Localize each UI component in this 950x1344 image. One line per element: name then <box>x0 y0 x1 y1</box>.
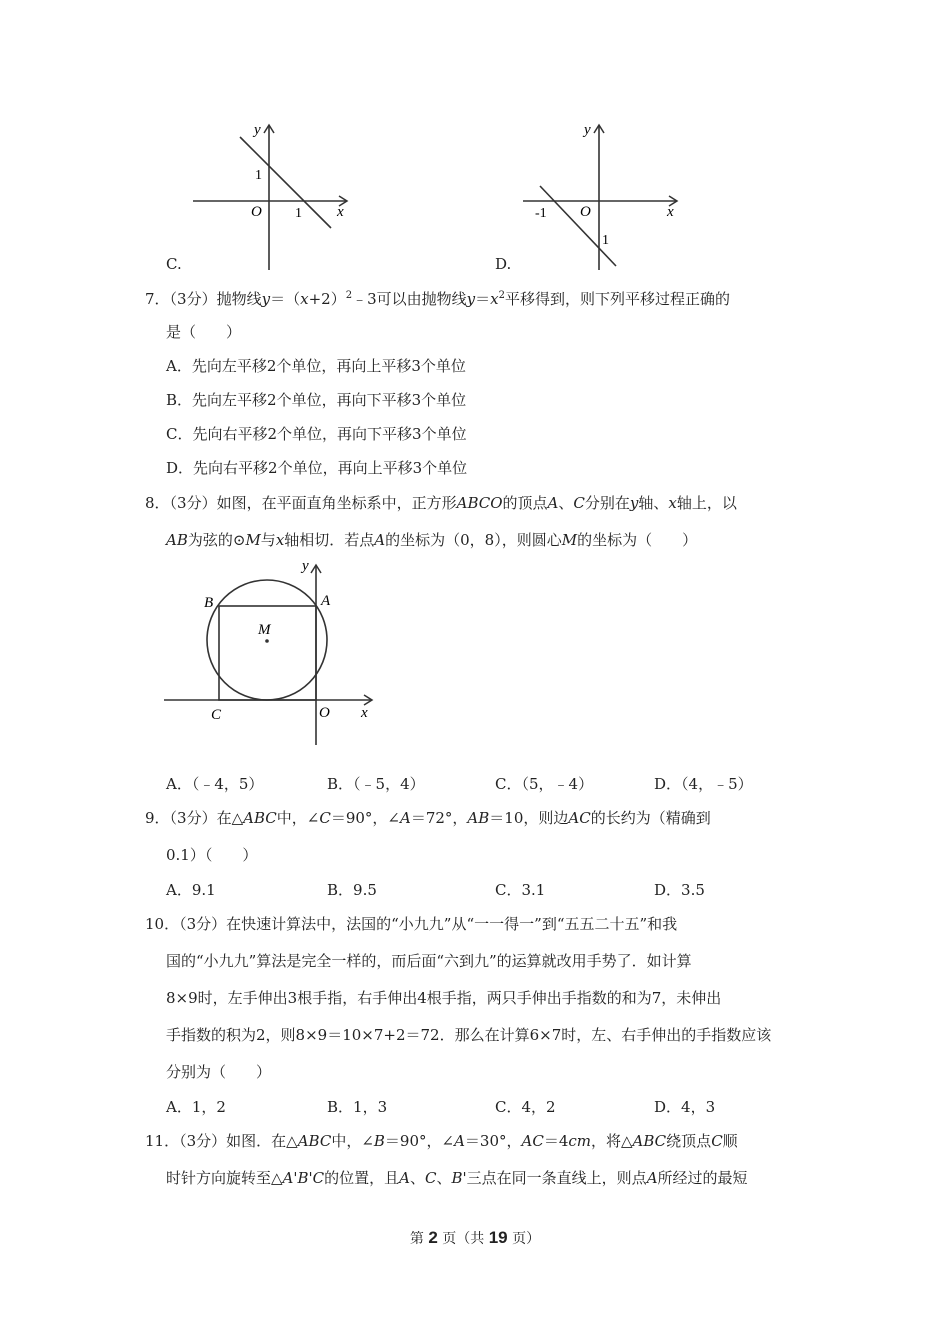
y-label: y <box>302 558 309 574</box>
question-11-line-1: 11．（3分）如图．在△ABC中，∠B＝90°，∠A＝30°，AC＝4cm，将△ABC绕顶点C顺 <box>145 1132 738 1150</box>
origin-label: O <box>319 705 330 721</box>
square-abco <box>219 606 316 700</box>
total-pages: 19 <box>488 1228 508 1247</box>
question-10-line-3: 8×9时，左手伸出3根手指，右手伸出4根手指，两只手伸出手指数的和为7，未伸出 <box>166 989 722 1007</box>
x-intercept-label: -1 <box>535 206 547 221</box>
question-8-option-d: D．（4，﹣5） <box>654 775 753 793</box>
question-10-line-2: 国的“小九九”算法是完全一样的，而后面“六到九”的运算就改用手势了．如计算 <box>166 952 692 970</box>
x-label: x <box>667 204 674 220</box>
question-8-option-a: A．（﹣4，5） <box>166 775 264 793</box>
question-10-option-c: C．4，2 <box>495 1098 556 1116</box>
question-7-line-1: 7．（3分）抛物线$y=(x+2)^2﹣3$可以由抛物线$y=x^2$平移得到，则下列平移过程正确的 <box>145 290 730 308</box>
question-10-option-d: D．4，3 <box>654 1098 716 1116</box>
question-10-option-a: A．1，2 <box>166 1098 226 1116</box>
y-label: y <box>254 122 261 138</box>
x-label: x <box>337 204 344 220</box>
point-b-label: B <box>204 595 214 611</box>
question-9-option-a: A．9.1 <box>166 881 216 899</box>
question-7-option-a: A．先向左平移2个单位，再向上平移3个单位 <box>166 357 466 375</box>
question-7-option-b: B．先向左平移2个单位，再向下平移3个单位 <box>166 391 467 409</box>
graph-line <box>540 186 616 266</box>
question-8-line-2: AB为弦的⊙M与x轴相切．若点A的坐标为（0，8），则圆心M的坐标为（ ） <box>166 531 698 549</box>
y-label: y <box>584 122 591 138</box>
page-footer: 第 2 页（共 19 页） <box>409 1228 541 1247</box>
question-11-line-2: 时针方向旋转至△A'B'C的位置，且A、C、B'三点在同一条直线上，则点A所经过的最短 <box>166 1169 748 1187</box>
point-a-label: A <box>321 593 331 609</box>
center-m-point <box>265 639 269 643</box>
question-9-line-1: 9．（3分）在△ABC中，∠C＝90°，∠A＝72°，AB＝10，则边AC的长约为（精确到 <box>145 809 711 827</box>
option-c-label: C. <box>166 255 182 273</box>
question-9-option-c: C．3.1 <box>495 881 546 899</box>
origin-label: O <box>251 204 262 220</box>
question-7-option-d: D．先向右平移2个单位，再向上平移3个单位 <box>166 459 468 477</box>
question-7-option-c: C．先向右平移2个单位，再向下平移3个单位 <box>166 425 467 443</box>
question-10-line-4: 手指数的积为2，则8×9＝10×7+2＝72．那么在计算6×7时，左、右手伸出的手指数应该 <box>166 1026 772 1044</box>
question-9-option-d: D．3.5 <box>654 881 705 899</box>
point-c-label: C <box>211 707 222 723</box>
graph-d <box>515 115 695 275</box>
figure-circle-square <box>160 555 385 750</box>
y-intercept-label: 1 <box>602 233 609 248</box>
question-8-option-b: B．（﹣5，4） <box>327 775 425 793</box>
graph-c <box>185 115 365 275</box>
question-8-line-1: 8．（3分）如图，在平面直角坐标系中，正方形ABCO的顶点A、C分别在y轴、x轴上，以 <box>145 494 737 512</box>
question-10-line-1: 10．（3分）在快速计算法中，法国的“小九九”从“一一得一”到“五五二十五”和我 <box>145 915 678 933</box>
x-intercept-label: 1 <box>295 206 302 221</box>
question-9-option-b: B．9.5 <box>327 881 377 899</box>
question-10-line-5: 分别为（ ） <box>166 1063 272 1081</box>
question-9-line-2: 0.1）（ ） <box>166 846 258 864</box>
question-7-line-2: 是（ ） <box>166 323 242 341</box>
point-m-label: M <box>258 622 271 638</box>
page-number: 2 <box>428 1228 438 1247</box>
y-intercept-label: 1 <box>255 168 262 183</box>
option-d-label: D. <box>495 255 512 273</box>
origin-label: O <box>580 204 591 220</box>
question-8-option-c: C．（5，﹣4） <box>495 775 594 793</box>
question-10-option-b: B．1，3 <box>327 1098 388 1116</box>
x-label: x <box>361 705 368 721</box>
